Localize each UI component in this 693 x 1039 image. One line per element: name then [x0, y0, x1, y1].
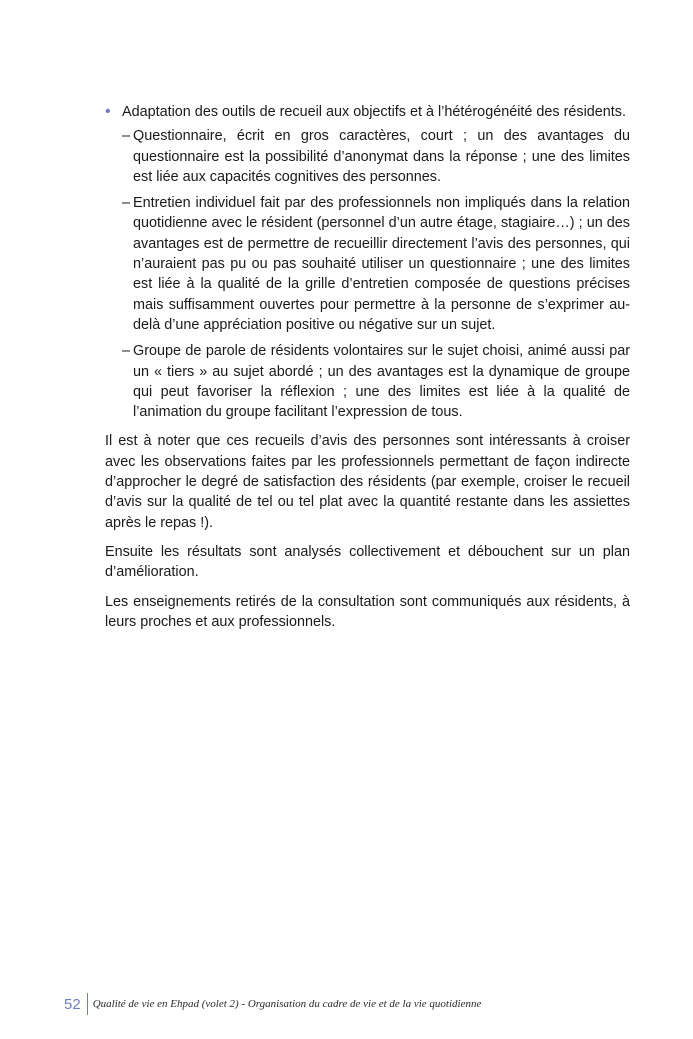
sub-item-entretien — [122, 193, 630, 335]
bullet-dot-icon: • — [105, 103, 111, 120]
sub-item-text: Questionnaire, écrit en gros caractères, court ; un des avantages du questionnaire est la possibilité d’anonymat dans la réponse ; une des limites est liée aux capacités cognitives des personnes. — [133, 128, 630, 185]
sub-item-groupe — [122, 341, 630, 422]
dash-icon: – — [122, 195, 131, 212]
paragraph-croiser: Il est à noter que ces recueils d’avis des personnes sont intéressants à croiser avec les observations faites par les professionnels permettant de façon indirecte d’approcher le degré de satisfaction des résidents (par exemple, croiser le recueil d’avis sur la qualité de tel ou tel plat avec la quantité restante dans les assiettes après le repas !). — [105, 433, 630, 531]
bullet-item — [105, 102, 630, 122]
paragraph-resultats: Ensuite les résultats sont analysés collectivement et débouchent sur un plan d’amélioration. — [105, 543, 630, 581]
page-number: 52 — [64, 995, 81, 1013]
bullet-text: Adaptation des outils de recueil aux objectifs et à l’hétérogénéité des résidents. — [122, 104, 626, 120]
footer-title: Qualité de vie en Ehpad (volet 2) - Organisation du cadre de vie et de la vie quotidienne — [92, 998, 482, 1010]
dash-icon: – — [122, 343, 131, 360]
sub-item-text: Entretien individuel fait par des professionnels non impliqués dans la relation quotidienne avec le résident (personnel d’un autre étage, stagiaire…) ; un des avantages est de permettre de recueillir directement l’avis des personnes, qui n’auraient pas pu ou pas souhaité utiliser un questionnaire ; une des limites est liée à la qualité de la grille d’entretien composée de questions précises mais suffisamment ouvertes pour permettre à la personne de s’exprimer au-delà d’une appréciation positive ou négative sur un sujet. — [133, 195, 630, 333]
page-footer — [64, 992, 481, 1016]
dash-icon: – — [122, 128, 131, 145]
sub-item-questionnaire — [122, 126, 630, 187]
sub-item-text: Groupe de parole de résidents volontaires sur le sujet choisi, animé aussi par un « tiers » au sujet abordé ; un des avantages est la dynamique de groupe qui peut favoriser la réflexion ; une des limites est liée à la qualité de l’animation du groupe facilitant l’expression de tous. — [133, 343, 630, 421]
footer-divider — [87, 993, 88, 1015]
sub-list — [122, 126, 630, 422]
paragraph-enseignements: Les enseignements retirés de la consultation sont communiqués aux résidents, à leurs proches et aux professionnels. — [105, 593, 630, 630]
main-content — [105, 102, 630, 641]
